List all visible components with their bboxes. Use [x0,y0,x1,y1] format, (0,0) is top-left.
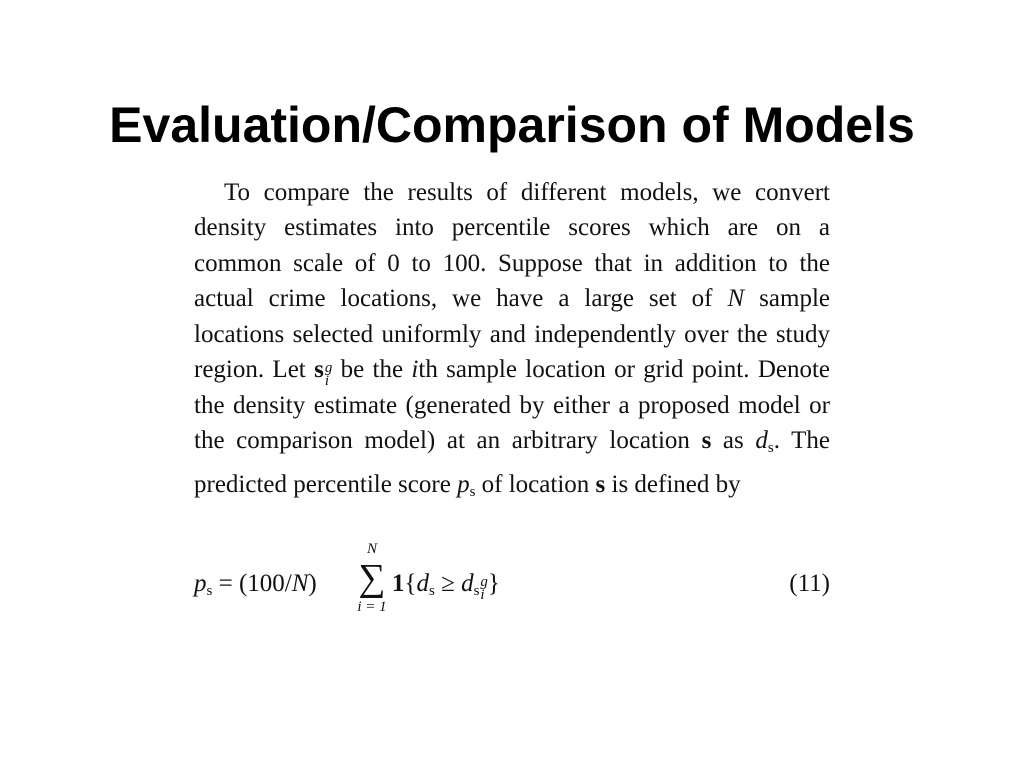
brace-open: { [404,570,417,598]
indicator-symbol: 1 [392,570,405,598]
text-run: as [711,427,756,455]
subscript-s: s [206,583,213,600]
subscript-i: i [324,373,329,390]
sum-upper-limit: N [366,541,377,558]
math-symbol-d: d [755,427,768,455]
subscript-s: s [429,583,435,600]
math-symbol-s: s [595,470,606,498]
text-run: of location [475,470,596,498]
text-run: sample locations selected uniformly and independently over the study region. Let [194,285,830,384]
equation-text: ) [308,570,317,598]
sum-lower-limit: i = 1 [357,599,387,616]
subscript-i: i [480,587,485,604]
excerpt-paragraph [194,175,830,510]
subscript-s: s [473,583,480,600]
paper-excerpt [194,175,830,630]
text-run: . The predicted percentile score [194,427,831,498]
math-symbol-p: p [194,570,207,598]
brace-close: } [487,570,500,598]
subscript-s: s [469,483,476,500]
math-symbol-d: d [416,570,429,598]
equation-rhs [392,570,500,602]
math-symbol-i: i [411,356,419,384]
superscript-g: g [480,574,488,591]
text-run: To compare the results of different models, we convert density estimates into percentile scores which are on a common scale of 0 to 100. Suppose that in addition to the actual crime locations, we have a large set of [194,179,830,313]
equation-11 [194,540,830,630]
math-symbol-s: s [314,356,324,384]
math-symbol-N: N [291,570,309,598]
summation [354,540,390,616]
text-run: is defined by [605,470,741,498]
equation-lhs [194,570,317,600]
equation-number: (11) [789,570,830,598]
math-symbol-p: p [457,470,470,498]
text-run: be the [332,356,412,384]
math-symbol-d: d [461,570,474,598]
math-symbol-s: s [701,427,712,455]
subscript-s: s [767,440,774,457]
text-run: th sample location or grid point. Denote the density estimate (generated by either a proposed model or the comparison model) at an arbitrary location [194,356,831,455]
math-scripts-g-i [480,576,488,602]
math-symbol-N: N [727,285,745,313]
sum-sign: ∑ [358,557,386,600]
slide-title: Evaluation/Comparison of Models [109,96,915,153]
superscript-g: g [324,360,333,377]
geq-symbol: ≥ [434,570,462,598]
equation-text: = (100/ [212,570,292,598]
